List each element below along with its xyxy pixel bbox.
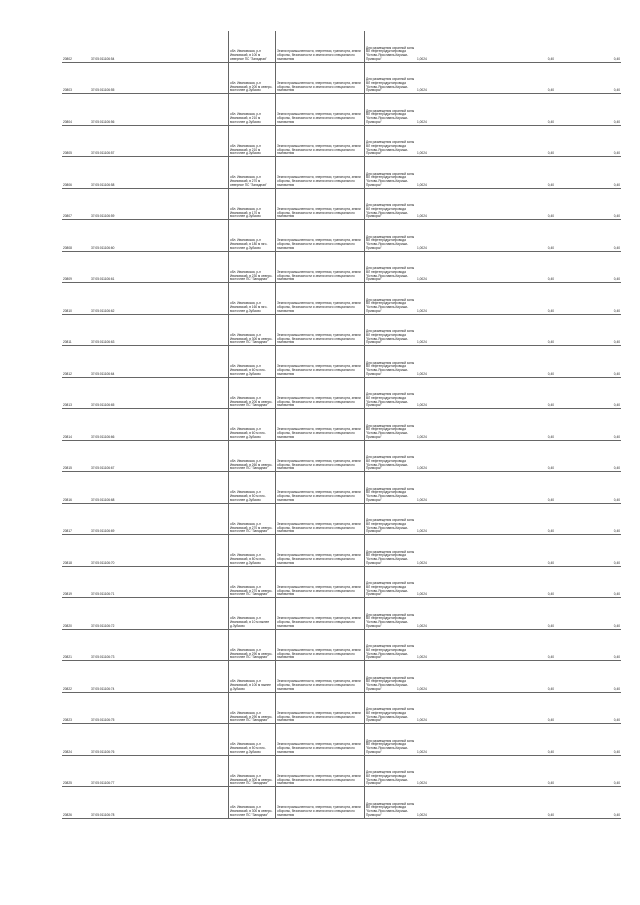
cadastral-number-cell: 37:05:011106:70: [90, 535, 229, 567]
area-cell: 1,0024: [416, 346, 493, 378]
value-b-cell: 0,40: [493, 283, 555, 315]
parcel-id-cell: 20803: [62, 62, 90, 94]
value-b-cell: 0,40: [493, 755, 555, 787]
location-cell: обл. Ивановская, р-н Ивановский, в 290 м северо-восточнее ПС "Западная": [229, 692, 276, 724]
value-b-cell: 0,40: [493, 535, 555, 567]
cadastral-number-cell: 37:05:011106:55: [90, 62, 229, 94]
area-cell: 1,0024: [416, 503, 493, 535]
value-b-cell: 0,40: [493, 440, 555, 472]
area-cell: 1,0024: [416, 535, 493, 567]
land-category-cell: Земли промышленности, энергетики, транспорта, земли обороны, безопасности и земли иного специального назначения: [276, 787, 365, 819]
land-category-cell: Земли промышленности, энергетики, транспорта, земли обороны, безопасности и земли иного специального назначения: [276, 94, 365, 126]
permitted-use-cell: Для размещения охранной зоны ВЛ нефтепродуктопровода "Кстово-Ярославль-Кириши-Приморск": [365, 377, 417, 409]
permitted-use-cell: Для размещения охранной зоны ВЛ нефтепродуктопровода "Кстово-Ярославль-Кириши-Приморск": [365, 566, 417, 598]
parcel-table: [62, 31, 621, 819]
table-row: [62, 787, 621, 819]
location-cell: обл. Ивановская, р-н Ивановский, в 270 м северное ПС "Западная": [229, 157, 276, 189]
cadastral-number-cell: 37:05:011106:76: [90, 724, 229, 756]
parcel-id-cell: 20820: [62, 598, 90, 630]
value-c-cell: 0,40: [555, 377, 621, 409]
cadastral-number-cell: 37:05:011106:54: [90, 31, 229, 62]
value-c-cell: 0,40: [555, 31, 621, 62]
cadastral-number-cell: 37:05:011106:58: [90, 157, 229, 189]
location-cell: обл. Ивановская, р-н Ивановский, в 10 м южнее д.Зубково: [229, 598, 276, 630]
value-c-cell: 0,40: [555, 787, 621, 819]
value-c-cell: 0,40: [555, 251, 621, 283]
cadastral-number-cell: 37:05:011106:75: [90, 692, 229, 724]
value-c-cell: 0,40: [555, 125, 621, 157]
location-cell: обл. Ивановская, р-н Ивановский, в 290 м северо-восточнее ПС "Западная": [229, 629, 276, 661]
table-row: [62, 566, 621, 598]
value-c-cell: 0,40: [555, 440, 621, 472]
area-cell: 1,0024: [416, 472, 493, 504]
parcel-id-cell: 20815: [62, 440, 90, 472]
parcel-id-cell: 20825: [62, 755, 90, 787]
parcel-id-cell: 20817: [62, 503, 90, 535]
parcel-id-cell: 20822: [62, 661, 90, 693]
cadastral-number-cell: 37:05:011106:68: [90, 472, 229, 504]
parcel-id-cell: 20811: [62, 314, 90, 346]
value-b-cell: 0,40: [493, 787, 555, 819]
value-c-cell: 0,40: [555, 346, 621, 378]
area-cell: 1,0024: [416, 787, 493, 819]
cadastral-number-cell: 37:05:011106:65: [90, 377, 229, 409]
location-cell: обл. Ивановская, р-н Ивановский, в 300 м северо-восточнее ПС "Западная": [229, 314, 276, 346]
land-category-cell: Земли промышленности, энергетики, транспорта, земли обороны, безопасности и земли иного специального назначения: [276, 31, 365, 62]
cadastral-number-cell: 37:05:011106:63: [90, 314, 229, 346]
parcel-id-cell: 20818: [62, 535, 90, 567]
value-c-cell: 0,40: [555, 62, 621, 94]
area-cell: 1,0024: [416, 377, 493, 409]
permitted-use-cell: Для размещения охранной зоны ВЛ нефтепродуктопровода "Кстово-Ярославль-Кириши-Приморск": [365, 535, 417, 567]
parcel-id-cell: 20809: [62, 251, 90, 283]
land-category-cell: Земли промышленности, энергетики, транспорта, земли обороны, безопасности и земли иного специального назначения: [276, 724, 365, 756]
cadastral-number-cell: 37:05:011106:77: [90, 755, 229, 787]
permitted-use-cell: Для размещения охранной зоны ВЛ нефтепродуктопровода "Кстово-Ярославль-Кириши-Приморск": [365, 503, 417, 535]
table-row: [62, 535, 621, 567]
table-row: [62, 503, 621, 535]
cadastral-number-cell: 37:05:011106:66: [90, 409, 229, 441]
value-c-cell: 0,40: [555, 535, 621, 567]
parcel-id-cell: 20812: [62, 346, 90, 378]
parcel-id-cell: 20823: [62, 692, 90, 724]
land-category-cell: Земли промышленности, энергетики, транспорта, земли обороны, безопасности и земли иного специального назначения: [276, 409, 365, 441]
permitted-use-cell: Для размещения охранной зоны ВЛ нефтепродуктопровода "Кстово-Ярославль-Кириши-Приморск": [365, 629, 417, 661]
land-category-cell: Земли промышленности, энергетики, транспорта, земли обороны, безопасности и земли иного специального назначения: [276, 535, 365, 567]
parcel-id-cell: 20819: [62, 566, 90, 598]
value-b-cell: 0,40: [493, 62, 555, 94]
cadastral-number-cell: 37:05:011106:59: [90, 188, 229, 220]
area-cell: 1,0024: [416, 125, 493, 157]
area-cell: 1,0024: [416, 62, 493, 94]
cadastral-number-cell: 37:05:011106:74: [90, 661, 229, 693]
location-cell: обл. Ивановская, р-н Ивановский, в 100 м южнее д.Зубково: [229, 661, 276, 693]
location-cell: обл. Ивановская, р-н Ивановский, в 160 м юго-восточнее д.Зубково: [229, 283, 276, 315]
land-category-cell: Земли промышленности, энергетики, транспорта, земли обороны, безопасности и земли иного специального назначения: [276, 440, 365, 472]
table-row: [62, 314, 621, 346]
area-cell: 1,0024: [416, 31, 493, 62]
cadastral-number-cell: 37:05:011106:67: [90, 440, 229, 472]
area-cell: 1,0024: [416, 409, 493, 441]
table-row: [62, 724, 621, 756]
table-row: [62, 251, 621, 283]
value-b-cell: 0,40: [493, 314, 555, 346]
parcel-id-cell: 20807: [62, 188, 90, 220]
permitted-use-cell: Для размещения охранной зоны ВЛ нефтепродуктопровода "Кстово-Ярославль-Кириши-Приморск": [365, 157, 417, 189]
permitted-use-cell: Для размещения охранной зоны ВЛ нефтепродуктопровода "Кстово-Ярославль-Кириши-Приморск": [365, 787, 417, 819]
permitted-use-cell: Для размещения охранной зоны ВЛ нефтепродуктопровода "Кстово-Ярославль-Кириши-Приморск": [365, 283, 417, 315]
land-category-cell: Земли промышленности, энергетики, транспорта, земли обороны, безопасности и земли иного специального назначения: [276, 661, 365, 693]
value-b-cell: 0,40: [493, 94, 555, 126]
location-cell: обл. Ивановская, р-н Ивановский, в 60 м юго-восточнее д.Зубково: [229, 409, 276, 441]
location-cell: обл. Ивановская, р-н Ивановский, в 230 м северо-восточнее ПС "Западная": [229, 251, 276, 283]
area-cell: 1,0024: [416, 314, 493, 346]
location-cell: обл. Ивановская, р-н Ивановский, в 210 м восточнее д.Зубково: [229, 94, 276, 126]
area-cell: 1,0024: [416, 188, 493, 220]
value-b-cell: 0,40: [493, 503, 555, 535]
parcel-id-cell: 20814: [62, 409, 90, 441]
land-category-cell: Земли промышленности, энергетики, транспорта, земли обороны, безопасности и земли иного специального назначения: [276, 377, 365, 409]
permitted-use-cell: Для размещения охранной зоны ВЛ нефтепродуктопровода "Кстово-Ярославль-Кириши-Приморск": [365, 251, 417, 283]
parcel-id-cell: 20816: [62, 472, 90, 504]
location-cell: обл. Ивановская, р-н Ивановский, в 210 м восточнее д.Зубково: [229, 125, 276, 157]
permitted-use-cell: Для размещения охранной зоны ВЛ нефтепродуктопровода "Кстово-Ярославль-Кириши-Приморск": [365, 409, 417, 441]
land-category-cell: Земли промышленности, энергетики, транспорта, земли обороны, безопасности и земли иного специального назначения: [276, 125, 365, 157]
value-c-cell: 0,40: [555, 629, 621, 661]
permitted-use-cell: Для размещения охранной зоны ВЛ нефтепродуктопровода "Кстово-Ярославль-Кириши-Приморск": [365, 125, 417, 157]
value-c-cell: 0,40: [555, 503, 621, 535]
land-category-cell: Земли промышленности, энергетики, транспорта, земли обороны, безопасности и земли иного специального назначения: [276, 755, 365, 787]
table-row: [62, 283, 621, 315]
location-cell: обл. Ивановская, р-н Ивановский, в 80 м юго-восточнее д.Зубково: [229, 535, 276, 567]
table-row: [62, 157, 621, 189]
land-category-cell: Земли промышленности, энергетики, транспорта, земли обороны, безопасности и земли иного специального назначения: [276, 157, 365, 189]
cadastral-number-cell: 37:05:011106:57: [90, 125, 229, 157]
permitted-use-cell: Для размещения охранной зоны ВЛ нефтепродуктопровода "Кстово-Ярославль-Кириши-Приморск": [365, 440, 417, 472]
permitted-use-cell: Для размещения охранной зоны ВЛ нефтепродуктопровода "Кстово-Ярославль-Кириши-Приморск": [365, 472, 417, 504]
parcel-id-cell: 20806: [62, 157, 90, 189]
permitted-use-cell: Для размещения охранной зоны ВЛ нефтепродуктопровода "Кстово-Ярославль-Кириши-Приморск": [365, 598, 417, 630]
table-row: [62, 692, 621, 724]
value-c-cell: 0,40: [555, 472, 621, 504]
table-row: [62, 661, 621, 693]
permitted-use-cell: Для размещения охранной зоны ВЛ нефтепродуктопровода "Кстово-Ярославль-Кириши-Приморск": [365, 661, 417, 693]
table-row: [62, 31, 621, 62]
area-cell: 1,0024: [416, 629, 493, 661]
land-category-cell: Земли промышленности, энергетики, транспорта, земли обороны, безопасности и земли иного специального назначения: [276, 629, 365, 661]
table-row: [62, 94, 621, 126]
parcel-id-cell: 20808: [62, 220, 90, 252]
permitted-use-cell: Для размещения охранной зоны ВЛ нефтепродуктопровода "Кстово-Ярославль-Кириши-Приморск": [365, 755, 417, 787]
value-b-cell: 0,40: [493, 220, 555, 252]
value-c-cell: 0,40: [555, 188, 621, 220]
value-b-cell: 0,40: [493, 188, 555, 220]
value-b-cell: 0,40: [493, 598, 555, 630]
land-category-cell: Земли промышленности, энергетики, транспорта, земли обороны, безопасности и земли иного специального назначения: [276, 692, 365, 724]
area-cell: 1,0024: [416, 94, 493, 126]
value-c-cell: 0,40: [555, 724, 621, 756]
location-cell: обл. Ивановская, р-н Ивановский, в 200 м северо-восточнее ПС "Западная": [229, 377, 276, 409]
parcel-id-cell: 20813: [62, 377, 90, 409]
land-category-cell: Земли промышленности, энергетики, транспорта, земли обороны, безопасности и земли иного специального назначения: [276, 62, 365, 94]
value-b-cell: 0,40: [493, 377, 555, 409]
permitted-use-cell: Для размещения охранной зоны ВЛ нефтепродуктопровода "Кстово-Ярославль-Кириши-Приморск": [365, 220, 417, 252]
permitted-use-cell: Для размещения охранной зоны ВЛ нефтепродуктопровода "Кстово-Ярославль-Кириши-Приморск": [365, 314, 417, 346]
location-cell: обл. Ивановская, р-н Ивановский, в 270 м северо-восточнее ПС "Западная": [229, 566, 276, 598]
value-b-cell: 0,40: [493, 692, 555, 724]
value-c-cell: 0,40: [555, 661, 621, 693]
value-b-cell: 0,40: [493, 661, 555, 693]
permitted-use-cell: Для размещения охранной зоны ВЛ нефтепродуктопровода "Кстово-Ярославль-Кириши-Приморск": [365, 346, 417, 378]
permitted-use-cell: Для размещения охранной зоны ВЛ нефтепродуктопровода "Кстово-Ярославль-Кириши-Приморск": [365, 62, 417, 94]
table-row: [62, 377, 621, 409]
value-b-cell: 0,40: [493, 472, 555, 504]
land-category-cell: Земли промышленности, энергетики, транспорта, земли обороны, безопасности и земли иного специального назначения: [276, 220, 365, 252]
location-cell: обл. Ивановская, р-н Ивановский, в 300 м северо-восточнее ПС "Западная": [229, 755, 276, 787]
land-category-cell: Земли промышленности, энергетики, транспорта, земли обороны, безопасности и земли иного специального назначения: [276, 472, 365, 504]
cadastral-number-cell: 37:05:011106:56: [90, 94, 229, 126]
area-cell: 1,0024: [416, 661, 493, 693]
location-cell: обл. Ивановская, р-н Ивановский, в 60 м юго-восточнее д.Зубково: [229, 346, 276, 378]
parcel-id-cell: 20824: [62, 724, 90, 756]
table-row: [62, 346, 621, 378]
value-c-cell: 0,40: [555, 566, 621, 598]
permitted-use-cell: Для размещения охранной зоны ВЛ нефтепродуктопровода "Кстово-Ярославль-Кириши-Приморск": [365, 31, 417, 62]
table-row: [62, 220, 621, 252]
table-row: [62, 598, 621, 630]
area-cell: 1,0024: [416, 755, 493, 787]
land-category-cell: Земли промышленности, энергетики, транспорта, земли обороны, безопасности и земли иного специального назначения: [276, 598, 365, 630]
area-cell: 1,0024: [416, 598, 493, 630]
location-cell: обл. Ивановская, р-н Ивановский, в 100 м северное ПС "Западная": [229, 31, 276, 62]
land-category-cell: Земли промышленности, энергетики, транспорта, земли обороны, безопасности и земли иного специального назначения: [276, 566, 365, 598]
value-b-cell: 0,40: [493, 566, 555, 598]
cadastral-number-cell: 37:05:011106:61: [90, 251, 229, 283]
land-category-cell: Земли промышленности, энергетики, транспорта, земли обороны, безопасности и земли иного специального назначения: [276, 503, 365, 535]
location-cell: обл. Ивановская, р-н Ивановский, в 50 м юго-восточнее д.Зубково: [229, 472, 276, 504]
permitted-use-cell: Для размещения охранной зоны ВЛ нефтепродуктопровода "Кстово-Ярославль-Кириши-Приморск": [365, 188, 417, 220]
parcel-id-cell: 20802: [62, 31, 90, 62]
value-b-cell: 0,40: [493, 346, 555, 378]
value-c-cell: 0,40: [555, 314, 621, 346]
land-category-cell: Земли промышленности, энергетики, транспорта, земли обороны, безопасности и земли иного специального назначения: [276, 251, 365, 283]
table-row: [62, 440, 621, 472]
value-b-cell: 0,40: [493, 157, 555, 189]
cadastral-number-cell: 37:05:011106:72: [90, 598, 229, 630]
permitted-use-cell: Для размещения охранной зоны ВЛ нефтепродуктопровода "Кстово-Ярославль-Кириши-Приморск": [365, 94, 417, 126]
value-b-cell: 0,40: [493, 724, 555, 756]
area-cell: 1,0024: [416, 440, 493, 472]
land-category-cell: Земли промышленности, энергетики, транспорта, земли обороны, безопасности и земли иного специального назначения: [276, 283, 365, 315]
table-row: [62, 629, 621, 661]
area-cell: 1,0024: [416, 283, 493, 315]
value-b-cell: 0,40: [493, 629, 555, 661]
parcel-id-cell: 20805: [62, 125, 90, 157]
value-c-cell: 0,40: [555, 755, 621, 787]
table-row: [62, 62, 621, 94]
parcel-id-cell: 20804: [62, 94, 90, 126]
area-cell: 1,0024: [416, 566, 493, 598]
location-cell: обл. Ивановская, р-н Ивановский, в 180 м юго-восточнее д.Зубково: [229, 220, 276, 252]
value-b-cell: 0,40: [493, 409, 555, 441]
parcel-table-body: [62, 31, 621, 818]
value-b-cell: 0,40: [493, 31, 555, 62]
value-c-cell: 0,40: [555, 220, 621, 252]
cadastral-number-cell: 37:05:011106:62: [90, 283, 229, 315]
land-category-cell: Земли промышленности, энергетики, транспорта, земли обороны, безопасности и земли иного специального назначения: [276, 314, 365, 346]
permitted-use-cell: Для размещения охранной зоны ВЛ нефтепродуктопровода "Кстово-Ярославль-Кириши-Приморск": [365, 692, 417, 724]
value-b-cell: 0,40: [493, 125, 555, 157]
value-c-cell: 0,40: [555, 598, 621, 630]
location-cell: обл. Ивановская, р-н Ивановский, в 300 м северо-восточнее ПС "Западная": [229, 787, 276, 819]
table-row: [62, 409, 621, 441]
location-cell: обл. Ивановская, р-н Ивановский, в 260 м северо-восточнее ПС "Западная": [229, 440, 276, 472]
table-row: [62, 755, 621, 787]
permitted-use-cell: Для размещения охранной зоны ВЛ нефтепродуктопровода "Кстово-Ярославль-Кириши-Приморск": [365, 724, 417, 756]
cadastral-number-cell: 37:05:011106:69: [90, 503, 229, 535]
land-category-cell: Земли промышленности, энергетики, транспорта, земли обороны, безопасности и земли иного специального назначения: [276, 346, 365, 378]
area-cell: 1,0024: [416, 157, 493, 189]
cadastral-number-cell: 37:05:011106:64: [90, 346, 229, 378]
parcel-id-cell: 20810: [62, 283, 90, 315]
value-b-cell: 0,40: [493, 251, 555, 283]
value-c-cell: 0,40: [555, 94, 621, 126]
value-c-cell: 0,40: [555, 283, 621, 315]
area-cell: 1,0024: [416, 220, 493, 252]
location-cell: обл. Ивановская, р-н Ивановский, в 50 м юго-восточнее д.Зубково: [229, 724, 276, 756]
table-row: [62, 188, 621, 220]
value-c-cell: 0,40: [555, 692, 621, 724]
location-cell: обл. Ивановская, р-н Ивановский, в 270 м северо-восточнее ПС "Западная": [229, 503, 276, 535]
land-category-cell: Земли промышленности, энергетики, транспорта, земли обороны, безопасности и земли иного специального назначения: [276, 188, 365, 220]
parcel-id-cell: 20826: [62, 787, 90, 819]
parcel-id-cell: 20821: [62, 629, 90, 661]
cadastral-number-cell: 37:05:011106:78: [90, 787, 229, 819]
value-c-cell: 0,40: [555, 409, 621, 441]
location-cell: обл. Ивановская, р-н Ивановский, в 170 м восточнее д.Зубково: [229, 188, 276, 220]
location-cell: обл. Ивановская, р-н Ивановский, в 200 м северо-восточнее д.Зубково: [229, 62, 276, 94]
value-c-cell: 0,40: [555, 157, 621, 189]
table-row: [62, 472, 621, 504]
table-row: [62, 125, 621, 157]
area-cell: 1,0024: [416, 692, 493, 724]
cadastral-number-cell: 37:05:011106:73: [90, 629, 229, 661]
cadastral-number-cell: 37:05:011106:71: [90, 566, 229, 598]
cadastral-number-cell: 37:05:011106:60: [90, 220, 229, 252]
area-cell: 1,0024: [416, 251, 493, 283]
area-cell: 1,0024: [416, 724, 493, 756]
